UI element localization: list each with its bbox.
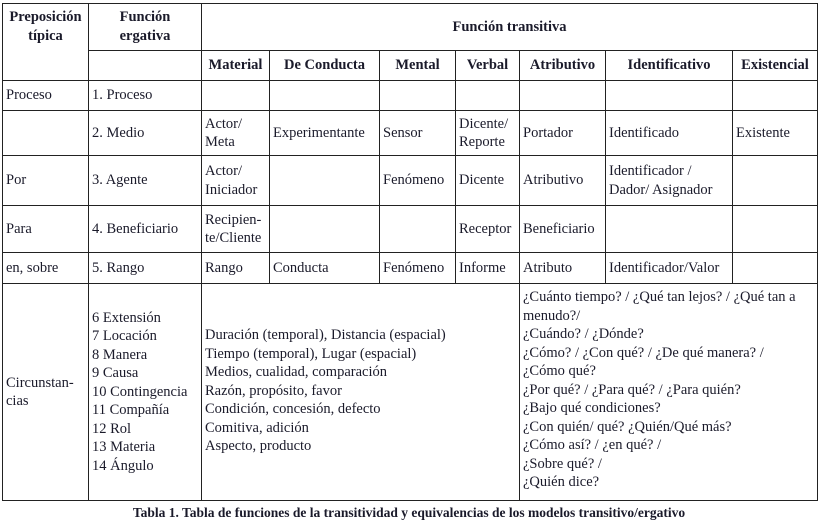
table-caption: Tabla 1. Tabla de funciones de la transitividad y equivalencias de los modelos transitivo/ergativo xyxy=(132,505,686,520)
cell: Atributo xyxy=(520,253,606,284)
header-material: Material xyxy=(202,51,270,81)
cell-prep: Proceso xyxy=(3,81,89,111)
cell: Atributivo xyxy=(520,156,606,206)
circumstance-list: 6 Extensión 7 Locación 8 Manera 9 Causa 10 Contingencia 11 Compañía 12 Rol 13 Materia 14 Ángulo xyxy=(89,284,202,501)
cell xyxy=(270,81,380,111)
cell: Experimentante xyxy=(270,111,380,156)
circumstance-descriptions: Duración (temporal), Distancia (espacial) Tiempo (temporal), Lugar (espacial) Medios, cualidad, comparación Razón, propósito, favor Condición, concesión, defecto Comitiva, adición Aspecto, producto xyxy=(202,284,520,501)
cell xyxy=(733,253,818,284)
cell xyxy=(606,81,733,111)
transitivity-table xyxy=(2,3,818,501)
table-row xyxy=(3,81,818,111)
cell xyxy=(520,81,606,111)
header-conducta: De Conducta xyxy=(270,51,380,81)
cell xyxy=(456,81,520,111)
cell: Recipien- te/Cliente xyxy=(202,206,270,253)
cell: Identificador/Valor xyxy=(606,253,733,284)
cell: Sensor xyxy=(380,111,456,156)
cell xyxy=(733,81,818,111)
cell-erg: 3. Agente xyxy=(89,156,202,206)
cell: Identificador / Dador/ Asignador xyxy=(606,156,733,206)
cell xyxy=(606,206,733,253)
cell xyxy=(270,156,380,206)
cell: Dicente/ Reporte xyxy=(456,111,520,156)
cell xyxy=(380,81,456,111)
cell: Conducta xyxy=(270,253,380,284)
cell-prep xyxy=(3,111,89,156)
cell: Existente xyxy=(733,111,818,156)
cell: Beneficiario xyxy=(520,206,606,253)
cell: Receptor xyxy=(456,206,520,253)
cell-prep: Para xyxy=(3,206,89,253)
header-ergativa: Función ergativa xyxy=(89,4,202,51)
cell: Fenómeno xyxy=(380,253,456,284)
cell: Portador xyxy=(520,111,606,156)
cell-prep: Circunstan- cias xyxy=(3,284,89,501)
cell xyxy=(202,81,270,111)
cell: Informe xyxy=(456,253,520,284)
cell-prep: Por xyxy=(3,156,89,206)
cell: Actor/ Meta xyxy=(202,111,270,156)
table-row xyxy=(3,253,818,284)
table-row xyxy=(3,156,818,206)
cell-erg: 5. Rango xyxy=(89,253,202,284)
header-verbal: Verbal xyxy=(456,51,520,81)
header-transitiva: Función transitiva xyxy=(202,4,818,51)
cell: Actor/ Iniciador xyxy=(202,156,270,206)
table-row xyxy=(3,206,818,253)
cell: Identificado xyxy=(606,111,733,156)
cell-erg: 1. Proceso xyxy=(89,81,202,111)
cell xyxy=(733,206,818,253)
header-identificativo: Identificativo xyxy=(606,51,733,81)
cell xyxy=(380,206,456,253)
cell-erg: 2. Medio xyxy=(89,111,202,156)
cell-prep: en, sobre xyxy=(3,253,89,284)
header-existencial: Existencial xyxy=(733,51,818,81)
cell: Rango xyxy=(202,253,270,284)
header-atributivo: Atributivo xyxy=(520,51,606,81)
cell: Dicente xyxy=(456,156,520,206)
table-row xyxy=(3,111,818,156)
table-row-circunstancias xyxy=(3,284,818,501)
header-mental: Mental xyxy=(380,51,456,81)
cell xyxy=(270,206,380,253)
circumstance-questions: ¿Cuánto tiempo? / ¿Qué tan lejos? / ¿Qué tan a menudo?/ ¿Cuándo? / ¿Dónde? ¿Cómo? / ¿Con qué? / ¿De qué manera? / ¿Cómo qué? ¿Por qué? / ¿Para qué? / ¿Para quién? ¿Bajo qué condiciones? ¿Con quién/ qué? ¿Quién/Qué más? ¿Cómo así? / ¿en qué? / ¿Sobre qué? / ¿Quién dice? xyxy=(520,284,818,501)
cell: Fenómeno xyxy=(380,156,456,206)
header-preposicion: Preposición típica xyxy=(3,4,89,81)
cell xyxy=(733,156,818,206)
cell-erg: 4. Beneficiario xyxy=(89,206,202,253)
empty-cell xyxy=(89,51,202,81)
